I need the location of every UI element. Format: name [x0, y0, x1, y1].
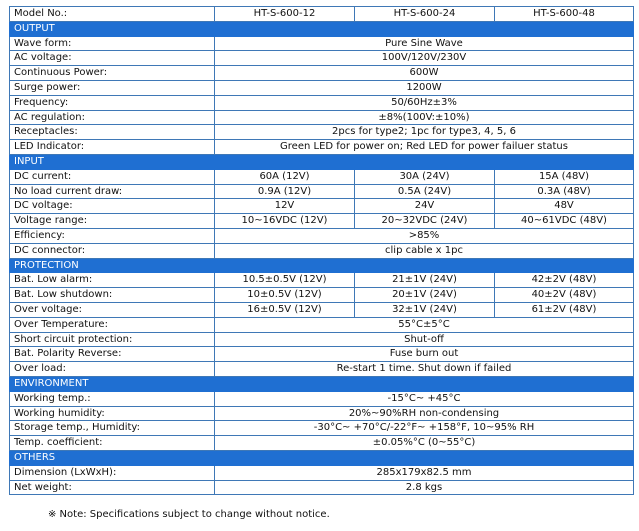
spec-label: Over Temperature: [10, 317, 215, 332]
spec-value: 40±2V (48V) [495, 288, 634, 303]
spec-row [10, 80, 634, 95]
spec-value: ±0.05%°C (0~55°C) [215, 436, 634, 451]
spec-value: 10~16VDC (12V) [215, 214, 355, 229]
spec-value: -30°C~ +70°C/-22°F~ +158°F, 10~95% RH [215, 421, 634, 436]
spec-value: ±8%(100V:±10%) [215, 110, 634, 125]
spec-label: Bat. Polarity Reverse: [10, 347, 215, 362]
section-header-row [10, 154, 634, 169]
spec-value: 30A (24V) [355, 169, 495, 184]
spec-label: Working temp.: [10, 391, 215, 406]
model-name: HT-S-600-24 [355, 7, 495, 22]
spec-value: Shut-off [215, 332, 634, 347]
spec-value: 50/60Hz±3% [215, 95, 634, 110]
spec-row [10, 421, 634, 436]
spec-row [10, 184, 634, 199]
spec-row [10, 228, 634, 243]
spec-table-body [10, 7, 634, 495]
spec-value: 285x179x82.5 mm [215, 465, 634, 480]
spec-label: Wave form: [10, 36, 215, 51]
spec-row [10, 273, 634, 288]
spec-value: Green LED for power on; Red LED for power failuer status [215, 140, 634, 155]
spec-label: No load current draw: [10, 184, 215, 199]
spec-row [10, 169, 634, 184]
spec-label: DC voltage: [10, 199, 215, 214]
section-header-row [10, 258, 634, 273]
spec-label: Surge power: [10, 80, 215, 95]
spec-value: 24V [355, 199, 495, 214]
spec-row [10, 465, 634, 480]
spec-value: clip cable x 1pc [215, 243, 634, 258]
spec-value: 60A (12V) [215, 169, 355, 184]
spec-value: Pure Sine Wave [215, 36, 634, 51]
spec-value: 20%~90%RH non-condensing [215, 406, 634, 421]
spec-value: 0.9A (12V) [215, 184, 355, 199]
spec-label: Voltage range: [10, 214, 215, 229]
spec-row [10, 406, 634, 421]
model-name: HT-S-600-12 [215, 7, 355, 22]
spec-label: DC current: [10, 169, 215, 184]
spec-label: Short circuit protection: [10, 332, 215, 347]
spec-label: Over voltage: [10, 302, 215, 317]
spec-row [10, 140, 634, 155]
section-header-row [10, 450, 634, 465]
spec-row [10, 199, 634, 214]
spec-value: 42±2V (48V) [495, 273, 634, 288]
spec-row [10, 332, 634, 347]
spec-label: Dimension (LxWxH): [10, 465, 215, 480]
spec-value: 0.3A (48V) [495, 184, 634, 199]
spec-label: Efficiency: [10, 228, 215, 243]
spec-row [10, 110, 634, 125]
spec-label: Receptacles: [10, 125, 215, 140]
spec-row [10, 362, 634, 377]
spec-value: -15°C~ +45°C [215, 391, 634, 406]
spec-value: 61±2V (48V) [495, 302, 634, 317]
model-header-row [10, 7, 634, 22]
spec-value: 2pcs for type2; 1pc for type3, 4, 5, 6 [215, 125, 634, 140]
spec-row [10, 288, 634, 303]
spec-value: 20~32VDC (24V) [355, 214, 495, 229]
spec-label: AC regulation: [10, 110, 215, 125]
spec-value: 32±1V (24V) [355, 302, 495, 317]
spec-value: 40~61VDC (48V) [495, 214, 634, 229]
spec-label: Storage temp., Humidity: [10, 421, 215, 436]
spec-value: 0.5A (24V) [355, 184, 495, 199]
section-title: INPUT [10, 154, 634, 169]
spec-value: 16±0.5V (12V) [215, 302, 355, 317]
spec-label: Frequency: [10, 95, 215, 110]
spec-label: Net weight: [10, 480, 215, 495]
spec-label: Continuous Power: [10, 66, 215, 81]
spec-value: 600W [215, 66, 634, 81]
spec-row [10, 317, 634, 332]
footnote: ※ Note: Specifications subject to change without notice. [48, 509, 330, 520]
spec-value: Re-start 1 time. Shut down if failed [215, 362, 634, 377]
spec-value: 55°C±5°C [215, 317, 634, 332]
spec-value: 12V [215, 199, 355, 214]
spec-row [10, 66, 634, 81]
model-name: HT-S-600-48 [495, 7, 634, 22]
spec-row [10, 243, 634, 258]
spec-value: 100V/120V/230V [215, 51, 634, 66]
spec-row [10, 51, 634, 66]
spec-value: Fuse burn out [215, 347, 634, 362]
spec-row [10, 95, 634, 110]
spec-label: DC connector: [10, 243, 215, 258]
spec-row [10, 436, 634, 451]
section-header-row [10, 21, 634, 36]
spec-label: Temp. coefficient: [10, 436, 215, 451]
spec-table [9, 6, 634, 495]
spec-label: AC voltage: [10, 51, 215, 66]
section-header-row [10, 376, 634, 391]
section-title: ENVIRONMENT [10, 376, 634, 391]
spec-label: Working humidity: [10, 406, 215, 421]
spec-label: Bat. Low alarm: [10, 273, 215, 288]
spec-row [10, 125, 634, 140]
section-title: PROTECTION [10, 258, 634, 273]
spec-label: LED Indicator: [10, 140, 215, 155]
spec-row [10, 36, 634, 51]
spec-value: 48V [495, 199, 634, 214]
spec-label: Over load: [10, 362, 215, 377]
spec-row [10, 302, 634, 317]
spec-value: 15A (48V) [495, 169, 634, 184]
section-title: OUTPUT [10, 21, 634, 36]
spec-row [10, 347, 634, 362]
spec-value: 1200W [215, 80, 634, 95]
spec-value: 2.8 kgs [215, 480, 634, 495]
section-title: OTHERS [10, 450, 634, 465]
spec-value: 20±1V (24V) [355, 288, 495, 303]
spec-row [10, 214, 634, 229]
spec-value: >85% [215, 228, 634, 243]
model-label: Model No.: [10, 7, 215, 22]
spec-row [10, 391, 634, 406]
spec-value: 21±1V (24V) [355, 273, 495, 288]
spec-value: 10.5±0.5V (12V) [215, 273, 355, 288]
spec-value: 10±0.5V (12V) [215, 288, 355, 303]
spec-label: Bat. Low shutdown: [10, 288, 215, 303]
spec-row [10, 480, 634, 495]
